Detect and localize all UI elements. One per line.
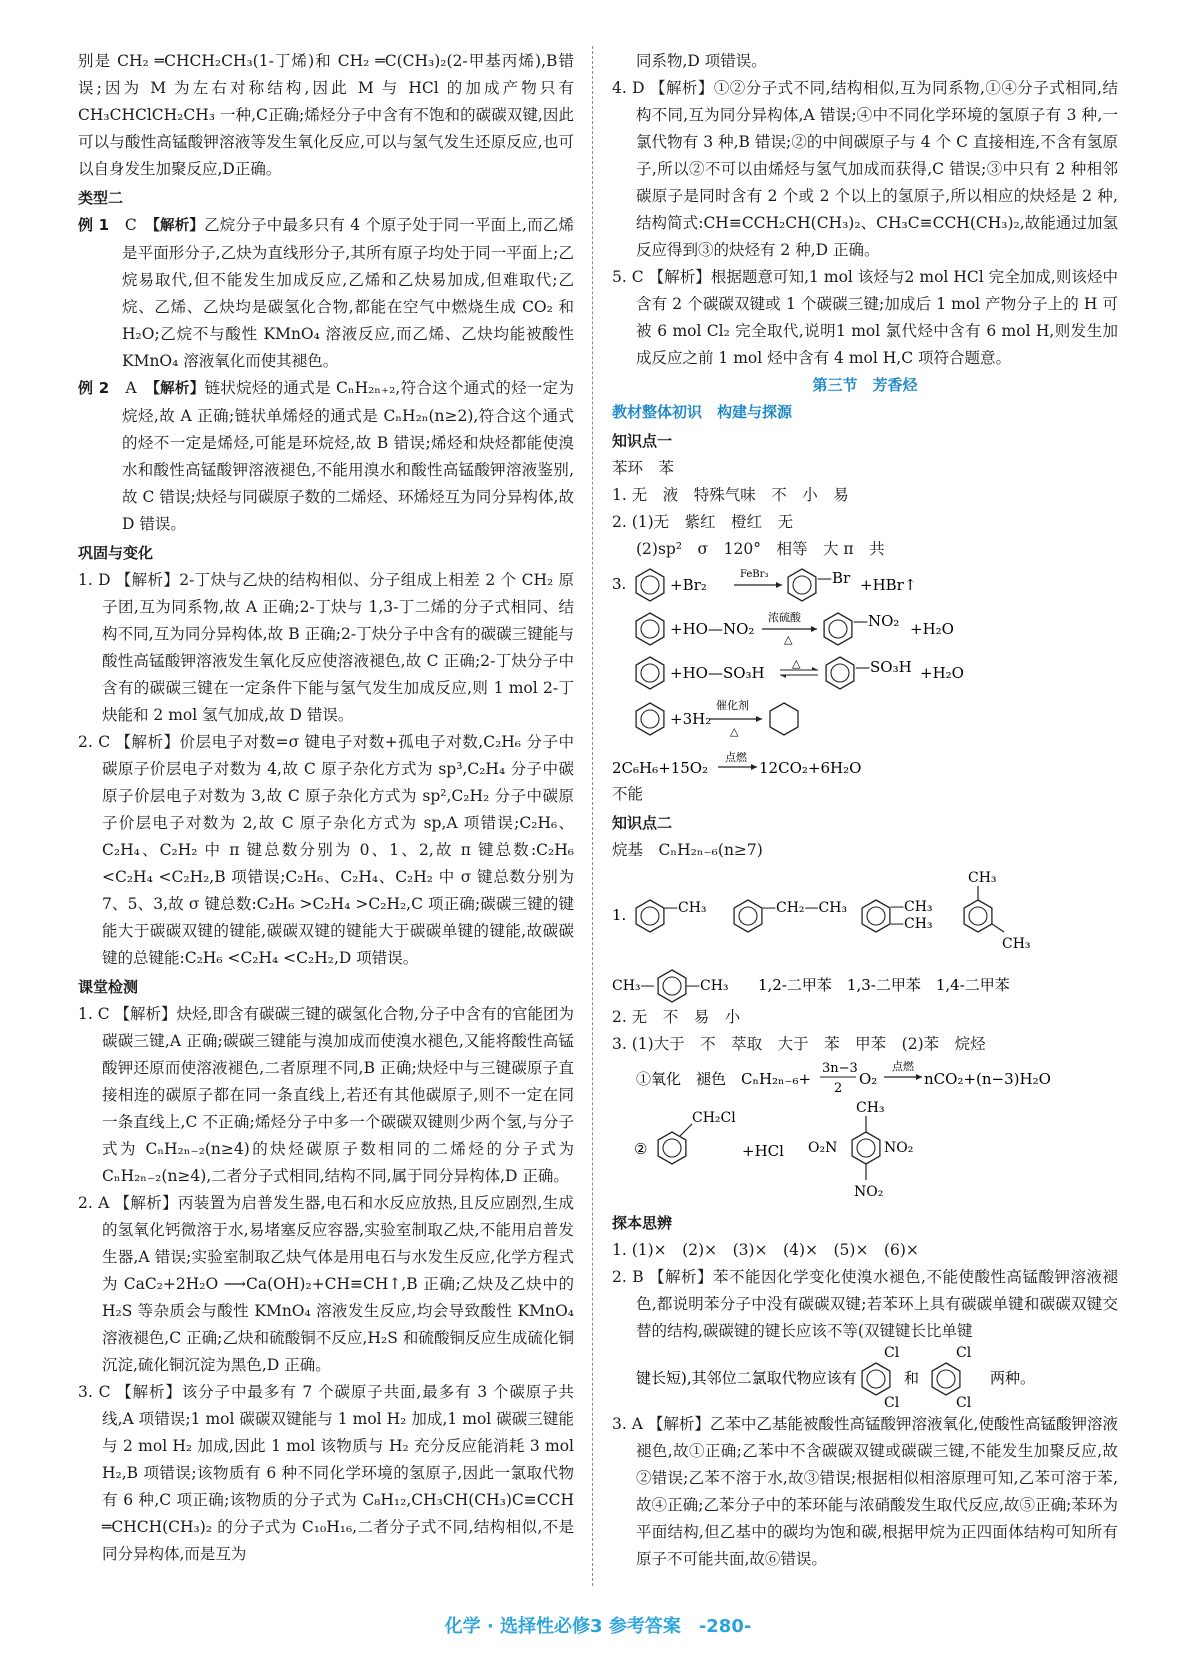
kp2-line-2: 2. 无 不 易 小 [612, 1008, 741, 1026]
arrow-head [756, 716, 762, 722]
column-divider [592, 46, 593, 1586]
check-item-1: 1. C 【解析】炔烃,即含有碳碳三键的碳氢化合物,分子中含有的官能团为碳碳三键,A 正确;碳碳三键能与溴加成而使溴水褪色,又能将酸性高锰酸钾还原而使溶液褪色,二者原理不同,B 正确;炔烃中与三键碳原子直接相连的碳原子都在同一条直线上,若还有其他碳原子,则不一定在同一条直线上,C 不正确;烯烃分子中多一个碳碳双键则少两个氢,与分子式为 CₙH₂ₙ₋₂(n≥4)的炔烃碳原子数相同的二烯烃的分子式为 CₙH₂ₙ₋₂(n≥4),二者分子式相同,结构不同,属于同分异构体,D 正确。 [78, 1005, 574, 1185]
kp1-line-5: 不能 [612, 785, 644, 803]
kp1-line-2: 2. (1)无 紫红 橙红 无 [612, 513, 794, 531]
continued-text: 同系物,D 项错误。 [636, 52, 767, 70]
arrow-head [811, 626, 817, 632]
combustion-condition: 点燃 [725, 751, 747, 764]
rx-number-3: 3. [612, 575, 627, 593]
type2-heading: 类型二 [78, 189, 124, 207]
oxidation-fraction-top: 3n−3 [822, 1061, 858, 1076]
rx3-reagent: +HO—SO₃H [670, 664, 765, 682]
item-2-marker: ② [634, 1140, 648, 1158]
consolidate-heading: 巩固与变化 [78, 544, 154, 562]
o-xylene-methyl-2: —CH₃ [890, 916, 933, 932]
rx1-condition: FeBr₃ [740, 569, 769, 580]
p-xylene-methyl-right: —CH₃ [686, 978, 729, 994]
knowledge-point-2: 知识点二 [612, 814, 673, 832]
knowledge-point-1: 知识点一 [612, 432, 673, 450]
explore-item-2-cont: 键长短),其邻位二氯取代物应该有 [636, 1369, 857, 1387]
kp1-line-0: 苯环 苯 [612, 459, 675, 477]
rx4-reagent: +3H₂ [670, 710, 712, 728]
check-item-2: 2. A 【解析】丙装置为启普发生器,电石和水反应放热,且反应剧烈,生成的氢氧化钙微溶于水,易堵塞反应容器,实验室制取乙炔,不能用启普发生器,A 错误;实验室制取乙炔气体是用电石与水发生反应,化学方程式为 CaC₂+2H₂O ⟶Ca(OH)₂+CH≡CH↑,B 正确;乙炔及乙炔中的 H₂S 等杂质会与酸性 KMnO₄ 溶液发生反应,均会导致酸性 KMnO₄ 溶液褪色,C 正确;乙炔和硫酸铜不反应,H₂S 和硫酸铜反应生成硫化铜沉淀,硫化铜沉淀为黑色,D 正确。 [78, 1194, 574, 1374]
check-item-3: 3. C 【解析】该分子中最多有 7 个碳原子共面,最多有 3 个碳原子共线,A 项错误;1 mol 碳碳双键能与 1 mol H₂ 加成,1 mol 碳碳三键能与 2 mol H₂ 加成,因此 1 mol 该物质与 H₂ 充分反应能消耗 3 mol H₂,B 项错误;该物质有 6 种不同化学环境的氢原子,因此一氯取代物有 6 种,C 项正确;该物质的分子式为 C₈H₁₂,CH₃CH(CH₃)C≡CCH ═CHCH(CH₃)₂ 的分子式为 C₁₀H₁₆,二者分子式不同,结构相似,不是同分异构体,而是互为 [78, 1383, 574, 1563]
substitution-products [612, 1098, 1118, 1208]
oxidation-o2: O₂ [859, 1070, 878, 1088]
page-footer: 化学 · 选择性必修3 参考答案 -280- [444, 1616, 752, 1637]
rx3-heat: △ [792, 657, 801, 670]
arrow-head [812, 667, 818, 670]
o-dichlorobenzene-ring-1 [862, 1363, 890, 1395]
rx1-byproduct: +HBr↑ [860, 576, 917, 594]
m-xylene-methyl-bottom: CH₃ [1002, 936, 1031, 952]
kp2-line-3: 3. (1)大于 不 萃取 大于 苯 甲苯 (2)苯 烷烃 [612, 1035, 986, 1053]
arrow-head [776, 582, 782, 588]
rx4-catalyst: 催化剂 [716, 699, 749, 712]
oxidation-equation [612, 1058, 1118, 1098]
tnt-nitro-left: O₂N [808, 1140, 838, 1156]
tnt-nitro-right: NO₂ [884, 1140, 914, 1156]
oxidation-lead: ①氧化 褪色 CₙH₂ₙ₋₆+ [636, 1070, 812, 1088]
arrow-head [916, 1074, 922, 1080]
benzene-ring [636, 657, 664, 689]
o-xylene-methyl-1: —CH₃ [890, 899, 933, 915]
tnt-methyl: CH₃ [856, 1100, 885, 1116]
answer-item-4: 4. D 【解析】①②分子式不同,结构相似,互为同系物,①④分子式相同,结构不同,互为同分异构体,A 错误;④中不同化学环境的氢原子有 3 种,一氯代物有 3 种,B 错误;②的中间碳原子与 4 个 C 直接相连,不含有氢原子,所以②不可以由烯烃与氢气加成而获得,C 错误;③中只有 2 种相邻碳原子是同时含有 2 个或 2 个以上的氢原子,所以相应的炔烃是 2 种,结构简式:CH≡CCH₂CH(CH₃)₂、CH₃C≡CCH(CH₃)₂,故能通过加氢反应得到③的炔烃有 2 种,D 正确。 [612, 79, 1118, 259]
chloro-bottom-2: Cl [956, 1395, 972, 1411]
bromobenzene-ring [788, 569, 816, 601]
combustion-reactants: 2C₆H₆+15O₂ [612, 759, 709, 777]
o-dichlorobenzene-ring-2 [932, 1363, 960, 1395]
tnt-ring [852, 1132, 880, 1164]
chloro-top-2: Cl [956, 1345, 972, 1361]
consolidate-item-1: 1. D 【解析】2-丁炔与乙炔的结构相似、分子组成上相差 2 个 CH₂ 原子团,互为同系物,故 A 正确;2-丁炔与 1,3-丁二烯的分子式相同、结构不同,互为同分异构体,故 B 正确;2-丁炔分子中含有的碳碳三键能与酸性高锰酸钾溶液发生氧化反应使溶液褪色,故 C 正确;2-丁炔分子中含有的碳碳三键在一定条件下能与氢气发生加成反应,则 1 mol 2-丁炔能和 2 mol 氢气加成,故 D 错误。 [78, 571, 574, 724]
rx3-byproduct: +H₂O [920, 664, 964, 682]
explore-item-2: 2. B 【解析】苯不能因化学变化使溴水褪色,不能使酸性高锰酸钾溶液褪色,都说明苯分子中没有碳碳双键;若苯环上具有碳碳单键和碳碳双键交替的结构,碳碳键的键长应该不等(双键键长比单键 [612, 1268, 1118, 1340]
bond [992, 924, 1004, 932]
ethylbenzene-ethyl: —CH₂—CH₃ [762, 900, 848, 916]
two-kinds-text: 两种。 [990, 1369, 1036, 1387]
toluene-ring [636, 900, 664, 932]
rx3-product: —SO₃H [855, 658, 912, 676]
p-xylene-ring [658, 970, 686, 1002]
rx2-condition: 浓硫酸 [768, 611, 801, 624]
p-xylene-methyl-left: CH₃— [612, 978, 655, 994]
xylene-names: 1,2-二甲苯 1,3-二甲苯 1,4-二甲苯 [758, 976, 1010, 994]
benzyl-chloride-ring [658, 1132, 686, 1164]
rx1-reagent: +Br₂ [670, 576, 707, 594]
explore-heading: 探本思辨 [612, 1214, 673, 1232]
right-column [612, 48, 1118, 1573]
check-heading: 课堂检测 [78, 978, 139, 996]
and-word: 和 [904, 1369, 920, 1387]
oxidation-fraction-bottom: 2 [834, 1081, 843, 1096]
section-title: 第三节 芳香烃 [812, 376, 918, 394]
m-xylene-methyl-top: CH₃ [968, 870, 997, 886]
kp1-line-1: 1. 无 液 特殊气味 不 小 易 [612, 486, 849, 504]
cyclohexane-ring [770, 703, 798, 735]
benzene-ring [636, 613, 664, 645]
ethylbenzene-ring [734, 900, 762, 932]
arrow-head [751, 764, 757, 770]
benzene-ring [636, 703, 664, 735]
oxidation-products: nCO₂+(n−3)H₂O [924, 1070, 1051, 1088]
rx2-heat: △ [784, 633, 793, 646]
o-xylene-ring [862, 900, 890, 932]
oxidation-condition: 点燃 [892, 1060, 914, 1073]
explore-item-3: 3. A 【解析】乙苯中乙基能被酸性高锰酸钾溶液氧化,使酸性高锰酸钾溶液褪色,故①正确;乙苯中不含碳碳双键或碳碳三键,不能发生加聚反应,故②错误;乙苯不溶于水,故③错误;根据相似相溶原理可知,乙苯可溶于苯,故④正确;乙苯分子中的苯环能与浓硝酸发生取代反应,故⑤正确;苯环为平面结构,但乙基中的碳均为饱和碳,根据甲烷为正四面体结构可知所有原子不可能共面,故⑥错误。 [612, 1415, 1118, 1568]
chloro-bottom-1: Cl [884, 1395, 900, 1411]
toluene-methyl: —CH₃ [664, 900, 707, 916]
rx4-heat: △ [730, 725, 739, 738]
kp2-line-0: 烷基 CₙH₂ₙ₋₆(n≥7) [612, 841, 763, 859]
benzene-reactions [612, 563, 1118, 751]
benzene-ring [636, 569, 664, 601]
chloro-top-1: Cl [884, 1345, 900, 1361]
intro-paragraph: 别是 CH₂ ═CHCH₂CH₃(1-丁烯)和 CH₂ ═C(CH₃)₂(2-甲基丙烯),B错误;因为 M 为左右对称结构,因此 M 与 HCl 的加成产物只有 CH₃CHClCH₂CH₃ 一种,C正确;烯烃分子中含有不饱和的碳碳双键,因此可以与酸性高锰酸钾溶液等发生氧化反应,可以与氢气发生还原反应,也可以自身发生加聚反应,D正确。 [78, 52, 574, 178]
rx2-product: —NO₂ [853, 612, 900, 630]
example-1: 例 1 C 【解析】乙烷分子中最多只有 4 个原子处于同一平面上,而乙烯是平面形分子,乙炔为直线形分子,其所有原子均处于同一平面上;乙烷易取代,但不能发生加成反应,乙烯和乙炔易加成,但难取代;乙烷、乙烯、乙炔均是碳氢化合物,都能在空气中燃烧生成 CO₂ 和 H₂O;乙烷不与酸性 KMnO₄ 溶液反应,而乙烯、乙炔均能被酸性 KMnO₄ 溶液氧化而使其褪色。 [78, 216, 574, 370]
answer-item-5: 5. C 【解析】根据题意可知,1 mol 该烃与2 mol HCl 完全加成,则该烃中含有 2 个碳碳双键或 1 个碳碳三键;加成后 1 mol 产物分子上的 H 可被 6 mol Cl₂ 完全取代,说明1 mol 氯代烃中含有 6 mol H,则发生加成反应之前 1 mol 烃中含有 4 mol H,C 项符合题意。 [612, 268, 1118, 367]
combustion-products: 12CO₂+6H₂O [759, 759, 862, 777]
consolidate-item-2: 2. C 【解析】价层电子对数=σ 键电子对数+孤电子对数,C₂H₆ 分子中碳原子价层电子对数为 4,故 C 原子杂化方式为 sp³,C₂H₄ 分子中碳原子价层电子对数为 3,故 C 原子杂化方式为 sp²,C₂H₂ 分子中碳原子价层电子对数为 2,故 C 原子杂化方式为 sp,A 项错误;C₂H₆、C₂H₄、C₂H₂ 中 π 键总数分别为 0、1、2,故 π 键总数:C₂H₆ <C₂H₄ <C₂H₂,B 项错误;C₂H₆、C₂H₄、C₂H₂ 中 σ 键总数分别为 7、5、3,故 σ 键总数:C₂H₆ >C₂H₄ >C₂H₂,C 项正确;碳碳三键的键能大于碳碳双键的键能,碳碳双键的键能大于碳碳单键的键能,故碳碳键的总键能:C₂H₆ <C₂H₄ <C₂H₂,D 项错误。 [78, 733, 574, 967]
benzyl-chloride-group: CH₂Cl [692, 1110, 736, 1126]
arrow-head [780, 675, 786, 678]
homolog-number: 1. [612, 906, 627, 924]
left-column [78, 48, 574, 1568]
m-xylene-ring [964, 900, 992, 932]
benzenesulfonic-ring [826, 657, 854, 689]
explore-item-1: 1. (1)× (2)× (3)× (4)× (5)× (6)× [612, 1241, 919, 1259]
tnt-nitro-bottom: NO₂ [854, 1184, 884, 1200]
bond [680, 1124, 692, 1136]
hcl-byproduct: +HCl [742, 1142, 784, 1160]
rx2-byproduct: +H₂O [910, 620, 954, 638]
combustion-equation [612, 751, 1118, 781]
kp1-line-3: (2)sp² σ 120° 相等 大 π 共 [636, 540, 885, 558]
example-2: 例 2 A 【解析】链状烷烃的通式是 CₙH₂ₙ₊₂,符合这个通式的烃一定为烷烃,故 A 正确;链状单烯烃的通式是 CₙH₂ₙ(n≥2),符合这个通式的烃不一定是烯烃,可能是环烷烃,故 B 错误;烯烃和炔烃都能使溴水和酸性高锰酸钾溶液褪色,不能用溴水和酸性高锰酸钾溶液鉴别,故 C 错误;炔烃与同碳原子数的二烯烃、环烯烃互为同分异构体,故 D 错误。 [78, 379, 574, 533]
rx1-product: —Br [817, 569, 851, 587]
sub-title: 教材整体初识 构建与探源 [612, 403, 793, 421]
dichlorobenzene-line [612, 1345, 1118, 1411]
benzene-homologs [612, 864, 1118, 1004]
rx2-reagent: +HO—NO₂ [670, 620, 755, 638]
nitrobenzene-ring [824, 613, 852, 645]
